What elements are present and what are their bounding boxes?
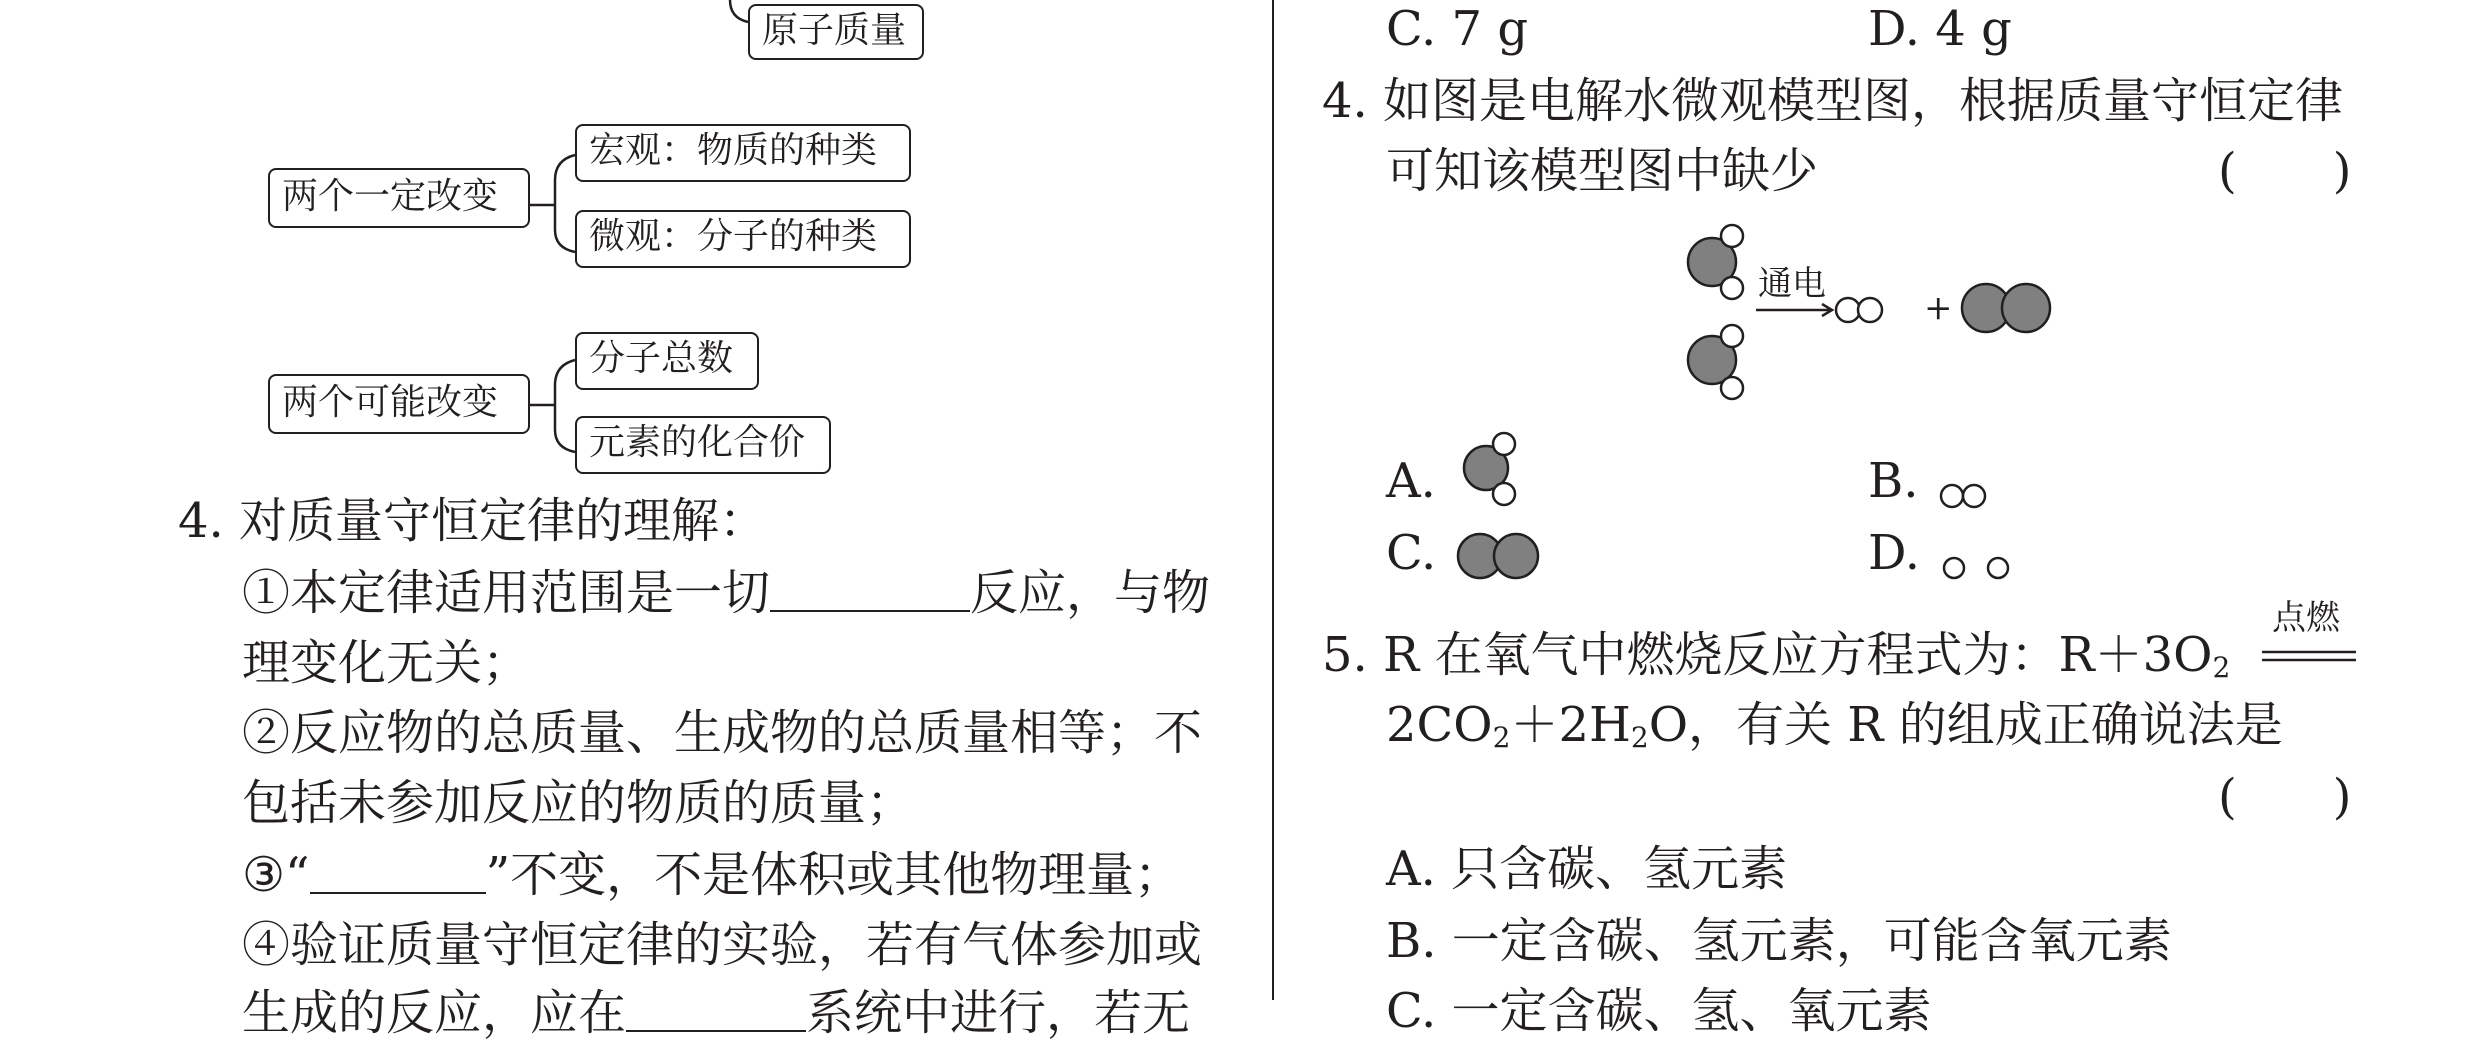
left-q4-p3b: ”不变，不是体积或其他物理量； [485, 847, 1183, 903]
right-q5-2co: 2CO [1386, 697, 1493, 753]
option-c-oxygen-molecule[interactable] [1456, 526, 1556, 586]
right-q4-option-d[interactable]: D. [1868, 525, 1921, 581]
right-q4-answer-paren[interactable]: ( ) [2218, 143, 2352, 199]
right-q5-sub-co2: 2 [1492, 721, 1511, 754]
option-b-hydrogen-molecule[interactable] [1940, 478, 2000, 518]
right-q5-line1-text: 5. R 在氧气中燃烧反应方程式为：R＋3O [1322, 627, 2213, 683]
right-q5-2h: ＋2H [1510, 697, 1631, 753]
diagram-condition-label: 通电 [1758, 264, 1826, 304]
left-q4-point2-line1: ②反应物的总质量、生成物的总质量相等；不 [242, 705, 1203, 761]
electrolysis-diagram [1680, 226, 2120, 406]
right-q4-line1: 4. 如图是电解水微观模型图，根据质量守恒定律 [1322, 73, 2344, 129]
left-q4-p1a: ①本定律适用范围是一切 [242, 565, 771, 621]
right-q3-option-d[interactable]: D. 4 g [1868, 1, 2012, 57]
right-q3-option-c[interactable]: C. 7 g [1386, 1, 1529, 57]
answer-blank-1[interactable] [770, 558, 970, 612]
right-q5-option-b[interactable]: B. 一定含碳、氢元素，可能含氧元素 [1386, 913, 2172, 969]
left-q4-title: 4. 对质量守恒定律的理解： [178, 493, 768, 549]
answer-blank-3[interactable] [626, 978, 806, 1032]
right-q5-sub-o2: 2 [2212, 651, 2231, 684]
mindmap-group1-label: 两个一定改变 [268, 168, 530, 228]
mindmap-group1-item-1: 宏观：物质的种类 [575, 124, 911, 182]
right-q5-line2-rest: O，有关 R 的组成正确说法是 [1648, 697, 2283, 753]
right-q5-answer-paren[interactable]: ( ) [2218, 769, 2352, 825]
mindmap-group2-item-1: 分子总数 [575, 332, 759, 390]
right-q5-option-c[interactable]: C. 一定含碳、氢、氧元素 [1386, 983, 1932, 1039]
left-q4-point1-line1 [242, 558, 1210, 628]
left-q4-point4-line2 [242, 978, 1190, 1048]
right-q5-equal-sign [2262, 648, 2358, 668]
mindmap-group2-item-2: 元素的化合价 [575, 416, 831, 474]
left-q4-point3 [242, 840, 1182, 910]
left-q4-p3a: ③“ [242, 847, 310, 903]
right-q4-option-a[interactable]: A. [1386, 453, 1436, 509]
right-q4-line2: 可知该模型图中缺少 [1386, 143, 1819, 199]
answer-blank-2[interactable] [310, 840, 486, 894]
right-q5-line2 [1386, 690, 2283, 773]
right-q5-reaction-condition: 点燃 [2272, 598, 2340, 638]
right-q4-option-c[interactable]: C. [1386, 525, 1437, 581]
left-q4-p4c: 系统中进行，若无 [806, 985, 1191, 1041]
diagram-plus-sign: + [1924, 288, 1953, 328]
left-q4-p1b: 反应，与物 [970, 565, 1211, 621]
left-q4-p4b: 生成的反应，应在 [242, 985, 627, 1041]
left-q4-point4-line1: ④验证质量守恒定律的实验，若有气体参加或 [242, 917, 1203, 973]
column-divider [1272, 0, 1274, 1000]
mindmap-group1-item-2: 微观：分子的种类 [575, 210, 911, 268]
right-q4-option-b[interactable]: B. [1868, 453, 1919, 509]
mindmap-top-item: 原子质量 [748, 4, 924, 60]
right-q5-option-a[interactable]: A. 只含碳、氢元素 [1386, 841, 1788, 897]
right-q5-sub-h2o: 2 [1630, 721, 1649, 754]
mindmap-group2-label: 两个可能改变 [268, 374, 530, 434]
option-d-hydrogen-atoms[interactable] [1940, 550, 2030, 590]
option-a-water-molecule[interactable] [1462, 430, 1542, 510]
left-q4-point1-line2: 理变化无关； [242, 635, 531, 691]
left-q4-point2-line2: 包括未参加反应的物质的质量； [242, 775, 915, 831]
